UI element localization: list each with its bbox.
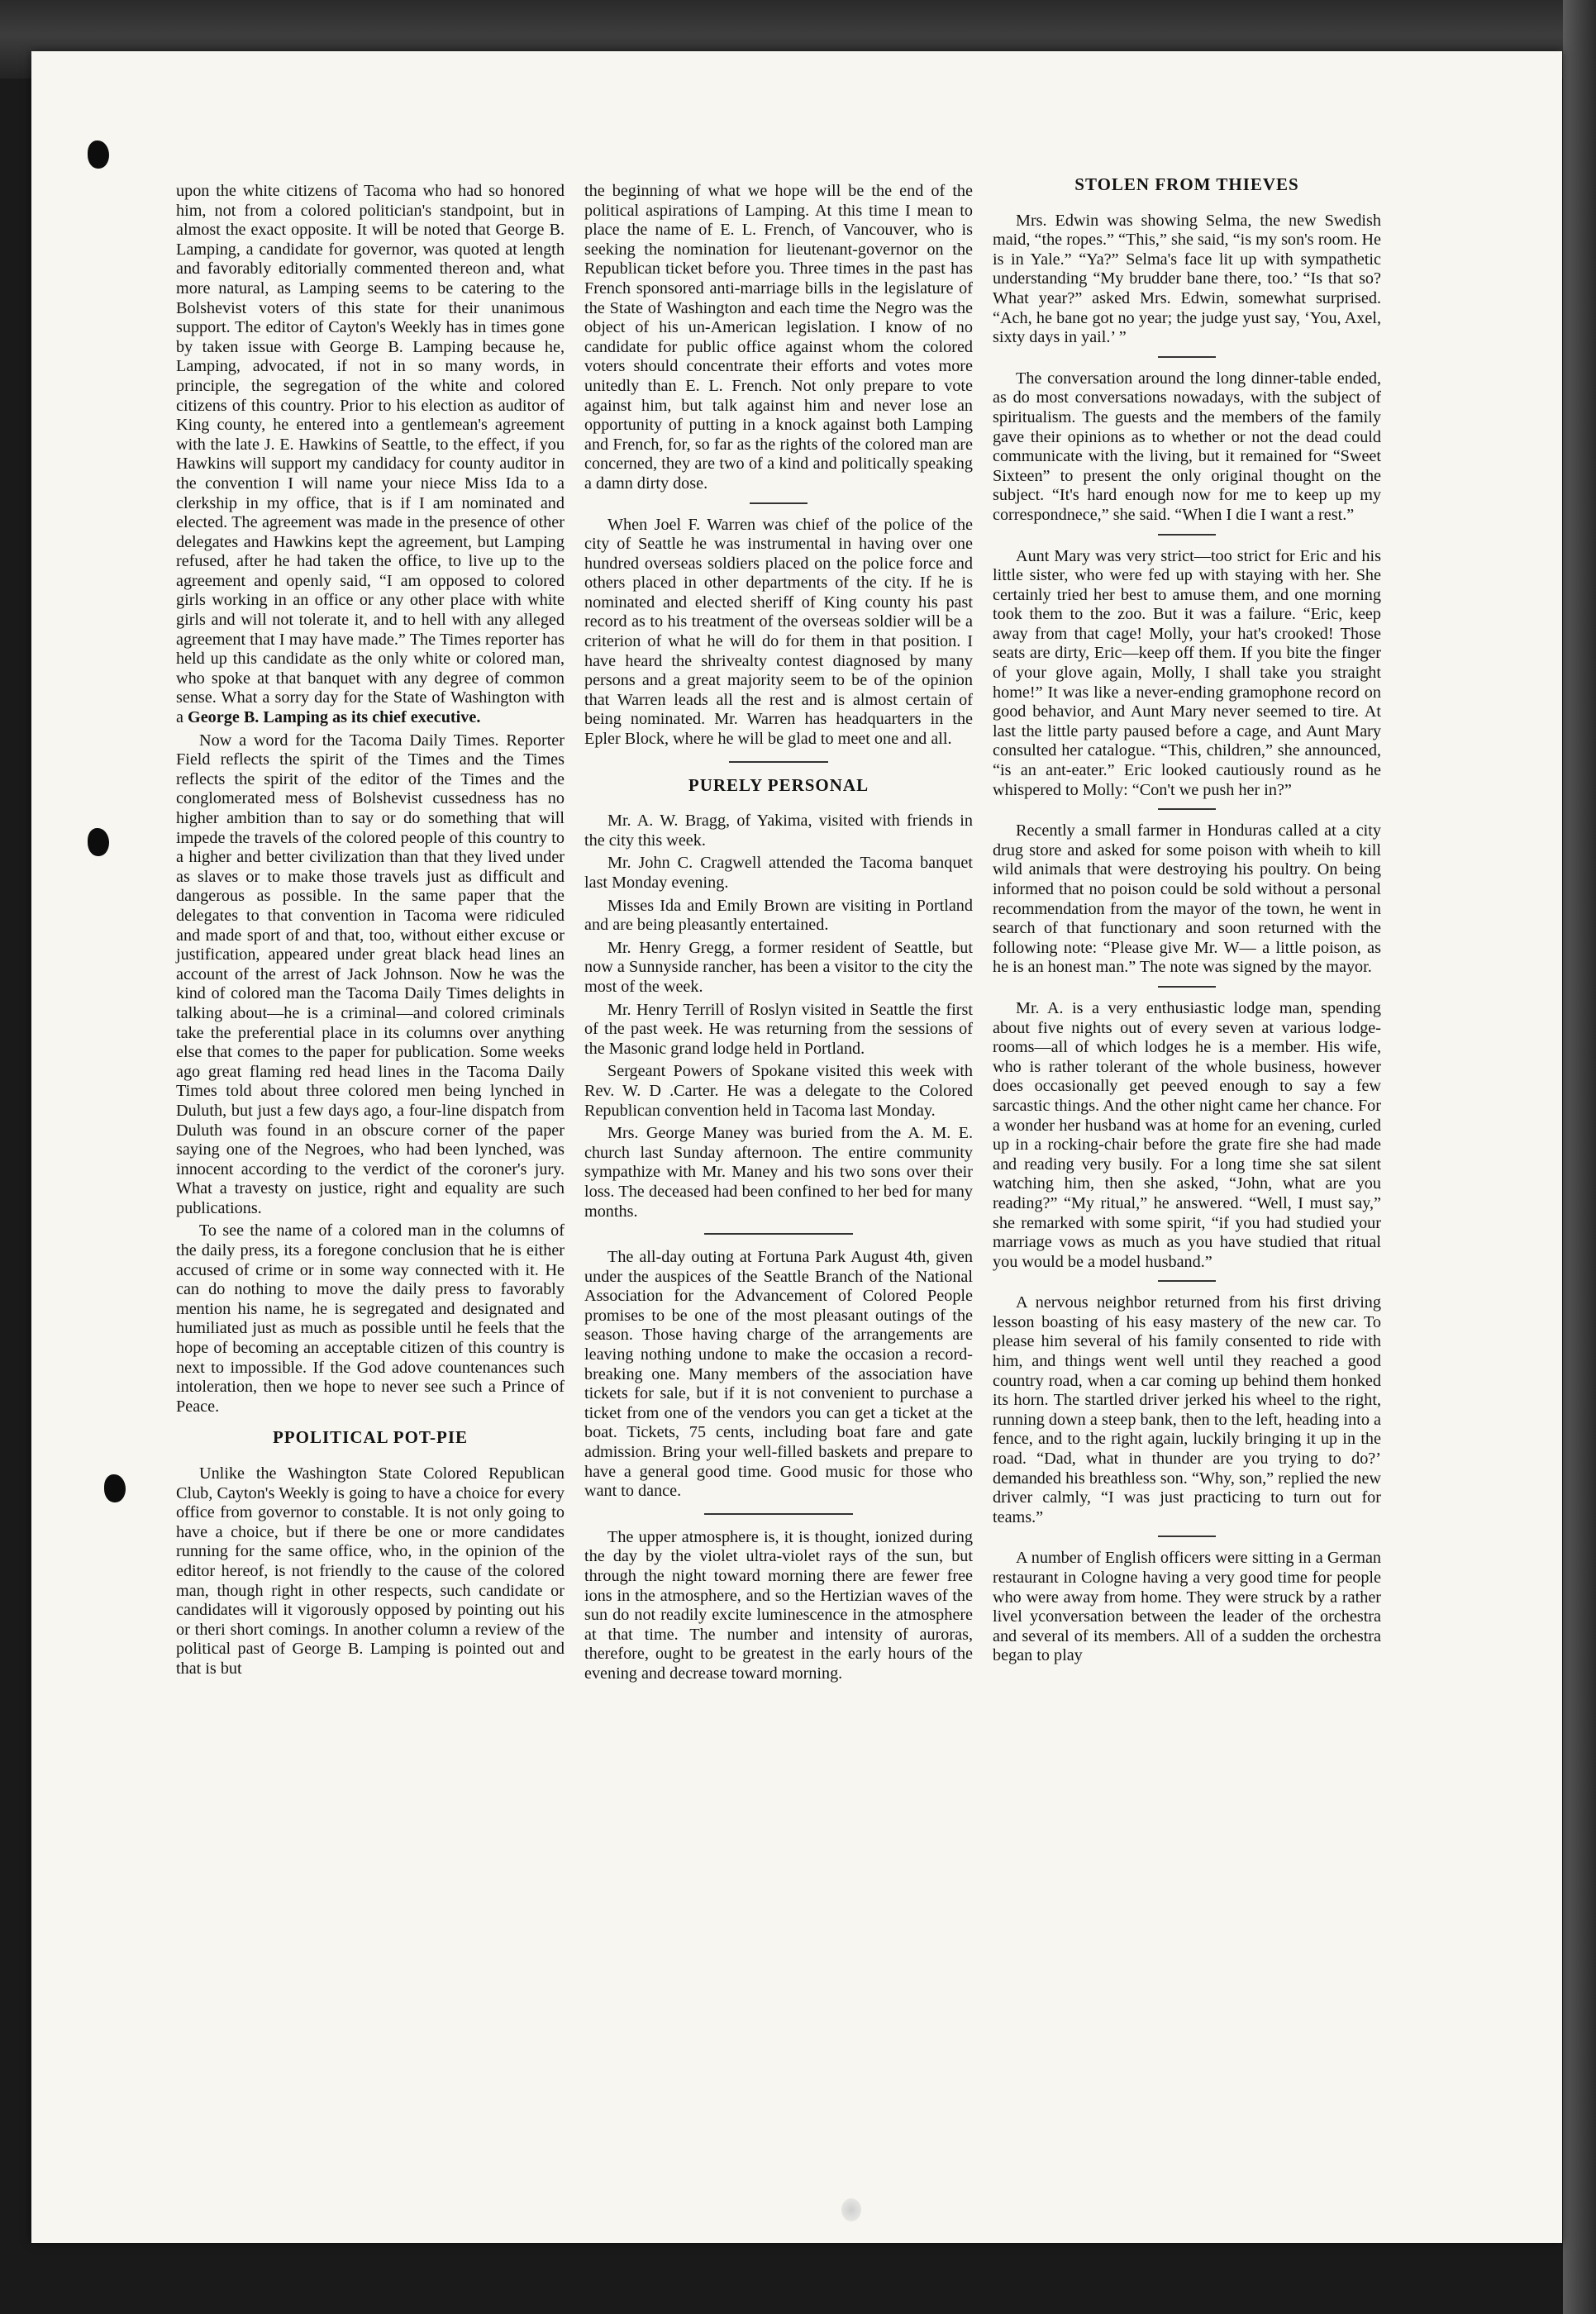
article-paragraph: To see the name of a colored man in the columns of the daily press, its a foregone conclusion that he is either accused of crime or in some way connected with it. He can do nothing to move the daily press to favorably mention his name, he is segregated and designated and humiliated just as much as possible until he feels that the hope of becoming an acceptable citizen of this country is next to impossible. If the God adove countenances such intoleration, then we hope to never see such a Prince of Peace.: [176, 1221, 565, 1416]
section-heading-purely-personal: PURELY PERSONAL: [688, 774, 869, 795]
divider: [1158, 1280, 1216, 1282]
section-heading-political-pot-pie: PPOLITICAL POT-PIE: [272, 1427, 469, 1448]
column-3: [993, 175, 1381, 1669]
divider: [750, 502, 808, 504]
personal-item: Mrs. George Maney was buried from the A. M. E. church last Sunday afternoon. The entire community sympathize with Mr. Maney and his two sons over their loss. The deceased had been confined to her bed for many months.: [584, 1124, 973, 1221]
personal-item: Mr. John C. Cragwell attended the Tacoma banquet last Monday evening.: [584, 854, 973, 892]
section-heading-stolen-from-thieves: STOLEN FROM THIEVES: [1074, 174, 1299, 194]
personal-item: Mr. A. W. Bragg, of Yakima, visited with friends in the city this week.: [584, 812, 973, 850]
punch-hole: [88, 140, 109, 169]
divider: [1158, 1536, 1216, 1537]
article-paragraph: upon the white citizens of Tacoma who had so honored him, not from a colored politician's standpoint, but in almost the exact opposite. It will be noted that George B. Lamping, a candidate for governor, was quoted at length and favorably editorially commented thereon and, what more natural, as Lamping seems to be catering to the Bolshevist voters of this state for their unanimous support. The editor of Cayton's Weekly has in times gone by taken issue with George B. Lamping because he, Lamping, advocated, if not in so many words, in principle, the segregation of the white and colored citizens of this country. Prior to his election as auditor of King county, he entered into a gentlemean's agreement with the late J. E. Hawkins of Seattle, to the effect, if you Hawkins will support my candidacy for county auditor in the convention I will name your niece Miss Ida to a clerkship in my office, that is if I am nominated and elected. The agreement was made in the presence of other delegates and Hawkins kept the agreement, but Lamping refused, after he had taken the office, to live up to the agreement and openly said, “I am opposed to colored girls working in an office or any other place with white girls and will not tolerate it, and to hell with any alleged agreement that I may have made.” The Times reporter has held up this candidate as the only white or colored man, who spoke at that banquet with any degree of common sense. What a sorry day for the State of Washington with a George B. Lamping as its chief executive.: [176, 182, 565, 727]
divider: [704, 1233, 853, 1235]
personal-item: Sergeant Powers of Spokane visited this week with Rev. W. D .Carter. He was a delegate to the Colored Republican convention held in Tacoma last Monday.: [584, 1062, 973, 1120]
column-1: [176, 182, 565, 1683]
page-smudge: [841, 2198, 861, 2221]
article-paragraph: When Joel F. Warren was chief of the police of the city of Seattle he was instrumental in having over one hundred overseas soldiers placed on the police force and others placed in other departments of the city. If he is nominated and elected sheriff of King county his past record as to his treatment of the overseas soldier will be a criterion of what he will do for them in that position. I have heard the shrivealty contest diagnosed by many persons and a great majority seem to be of the opinion that Warren leads all the rest and is almost certain of being nominated. Mr. Warren has headquarters in the Epler Block, where he will be glad to meet one and all.: [584, 515, 973, 749]
personal-item: Misses Ida and Emily Brown are visiting in Portland and are being pleasantly entertained.: [584, 896, 973, 935]
article-paragraph: Unlike the Washington State Colored Republican Club, Cayton's Weekly is going to have a choice for every office from governor to constable. It is not only going to have a choice, but if there be one or more candidates running for the same office, who, in the opinion of the editor hereof, is not friendly to the cause of the colored man, though right in other respects, such candidate or candidates will it vigorously opposed by pointing out his or theri short comings. In another column a review of the political past of George B. Lamping is pointed out and that is but: [176, 1464, 565, 1678]
article-paragraph: The upper atmosphere is, it is thought, ionized during the day by the violet ultra-violet rays of the sun, but through the night toward morning there are fewer free ions in the atmosphere, and so the Hertizian waves of the sun do not readily excite luminescence in the atmosphere at that time. The number and intensity of auroras, therefore, ought to be greatest in the early hours of the evening and decrease toward morning.: [584, 1527, 973, 1683]
joke-paragraph: Mrs. Edwin was showing Selma, the new Swedish maid, “the ropes.” “This,” she said, “is my son's room. He is in Yale.” “Ya?” Selma's face lit up with sympathetic understanding “My brudder bane there, too.’ “Is that so? What year?” asked Mrs. Edwin, somewhat surprised. “Ach, he bane got no year; the judge yust say, ‘You, Axel, sixty days in yail.’ ”: [993, 211, 1381, 347]
divider: [729, 761, 828, 763]
article-paragraph: the beginning of what we hope will be the end of the political aspirations of Lamping. At this time I mean to place the name of E. L. French, of Vancouver, who is seeking the nomination for lieutenant-governor on the Republican ticket before you. Three times in the past has French sponsored anti-marriage bills in the legislature of the State of Washington and each time the Negro was the object of his un-American legislation. I know of no candidate for public office against whom the colored voters should concentrate their efforts and votes more unitedly than E. L. French. Not only prepare to vote against him, but talk against him and never lose an opportunity of putting in a knock against both Lamping and French, for, so far as the rights of the colored man are concerned, they are two of a kind and politically speaking a damn dirty dose.: [584, 182, 973, 493]
joke-paragraph: Aunt Mary was very strict—too strict for Eric and his little sister, who were fed up with staying with her. She certainly tried her best to amuse them, and one morning took them to the zoo. But it was a failure. “Eric, keep away from that cage! Molly, your hat's crooked! Those seats are dirty, Eric—keep off them. If you bite the finger of your glove again, Molly, I shall take you straight home!” It was like a never-ending gramophone record on good behavior, and Aunt Mary never seemed to tire. At last the little party paused before a cage, and Aunt Mary consulted her catalogue. “This, children,” she announced, “is an ant-eater.” Eric looked cautiously round as he whispered to Molly: “Con't we push her in?”: [993, 546, 1381, 799]
divider: [1158, 986, 1216, 988]
divider: [1158, 534, 1216, 536]
joke-paragraph: Mr. A. is a very enthusiastic lodge man, spending about five nights out of every seven at various lodge-rooms—all of which lodges he is a member. His wife, who is rather tolerant of the whole business, however does occasionally get peeved enough to say a few sarcastic things. And the other night came her chance. For a wonder her husband was at home for an evening, curled up in a rocking-chair before the grate fire she had made and reading very busily. For a long time she sat silent watching him, then she asked, “John, what are you reading?” “My ritual,” he answered. “Well, I must say,” she remarked with some spirit, “if you had studied your marriage vows as much as you have studied that ritual you would be a model husband.”: [993, 998, 1381, 1271]
article-paragraph: The all-day outing at Fortuna Park August 4th, given under the auspices of the Seattle Branch of the National Association for the Advancement of Colored People promises to be one of the most pleasant outings of the season. Those having charge of the arrangements are leaving nothing undone to make the occasion a record-breaking one. Many members of the association have tickets for sale, but if it is not convenient to purchase a ticket from one of the vendors you can get a ticket at the boat. Tickets, 75 cents, including boat fare and gate admission. Bring your well-filled baskets and prepare to have a general good time. Good music for those who want to dance.: [584, 1248, 973, 1501]
personal-item: Mr. Henry Gregg, a former resident of Seattle, but now a Sunnyside rancher, has been a visitor to the city the most of the week.: [584, 938, 973, 996]
joke-paragraph: A nervous neighbor returned from his first driving lesson boasting of his easy mastery of the new car. To please him several of his family consented to ride with him, and things went well until they reached a good country road, when a car coming up behind them honked its horn. The startled driver jerked his wheel to the right, running down a steep bank, then to the left, heading into a fence, and to the right again, luckily bringing it up in the road. “Dad, what in thunder are you trying to do?’ demanded his breathless son. “Why, son,” replied the new driver calmly, “I was just practicing to turn out for teams.”: [993, 1293, 1381, 1526]
column-2: [584, 182, 973, 1688]
bold-text: George B. Lamping as its chief executive.: [188, 708, 481, 727]
joke-paragraph: The conversation around the long dinner-table ended, as do most conversations nowadays, with the subject of spiritualism. The guests and the members of the family gave their opinions as to whether or not the dead could communicate with the living, but it remained for “Sweet Sixteen” to present the only original thought on the subject. “It's hard enough now for me to keep up my correspondnece,” she said. “When I die I want a rest.”: [993, 369, 1381, 524]
divider: [704, 1513, 853, 1515]
joke-paragraph: A number of English officers were sitting in a German restaurant in Cologne having a very good time for people who were away from home. They were struck by a rather livel yconversation between the leader of the orchestra and several of its members. All of a sudden the orchestra began to play: [993, 1549, 1381, 1665]
punch-hole: [88, 828, 109, 856]
punch-hole: [104, 1474, 126, 1502]
divider: [1158, 356, 1216, 358]
divider: [1158, 808, 1216, 810]
personal-item: Mr. Henry Terrill of Roslyn visited in Seattle the first of the past week. He was returning from the sessions of the Masonic grand lodge held in Portland.: [584, 1000, 973, 1058]
joke-paragraph: Recently a small farmer in Honduras called at a city drug store and asked for some poison with wheih to kill wild animals that were destroying his poultry. On being informed that no poison could be sold without a personal recommendation from the mayor of the town, he went in search of that functionary and soon returned with the following note: “Please give Mr. W— a little poison, as he is an honest man.” The note was signed by the mayor.: [993, 821, 1381, 977]
scan-background-right: [1563, 0, 1596, 2314]
article-paragraph: Now a word for the Tacoma Daily Times. Reporter Field reflects the spirit of the Times and the Times reflects the spirit of the editor of the Times and the conglomerated mess of Bolshevist cussedness has no higher ambition than to say or do something that will impede the travels of the colored people of this country to a higher and better civilization than that they lived under as slaves or to make those travels just as difficult and dangerous as possible. In the same paper that the delegates to that convention in Tacoma were ridiculed and made sport of and that, too, without either excuse or justification, appeared under great black head lines an account of the arrest of Jack Johnson. Now he was the kind of colored man the Tacoma Daily Times delights in talking about—he is a criminal—and colored criminals take the preferential place in its columns over anything else that comes to the paper for publication. Some weeks ago great flaming red head lines in the Tacoma Daily Times told about three colored men being lynched in Duluth, but just a few days ago, a four-line dispatch from Duluth was found in an obscure corner of the paper saying one of the Negroes, who had been lynched, was innocent according to the verdict of the coroner's jury. What a travesty on justice, right and equality are such publications.: [176, 731, 565, 1217]
newspaper-page: [31, 51, 1562, 2243]
